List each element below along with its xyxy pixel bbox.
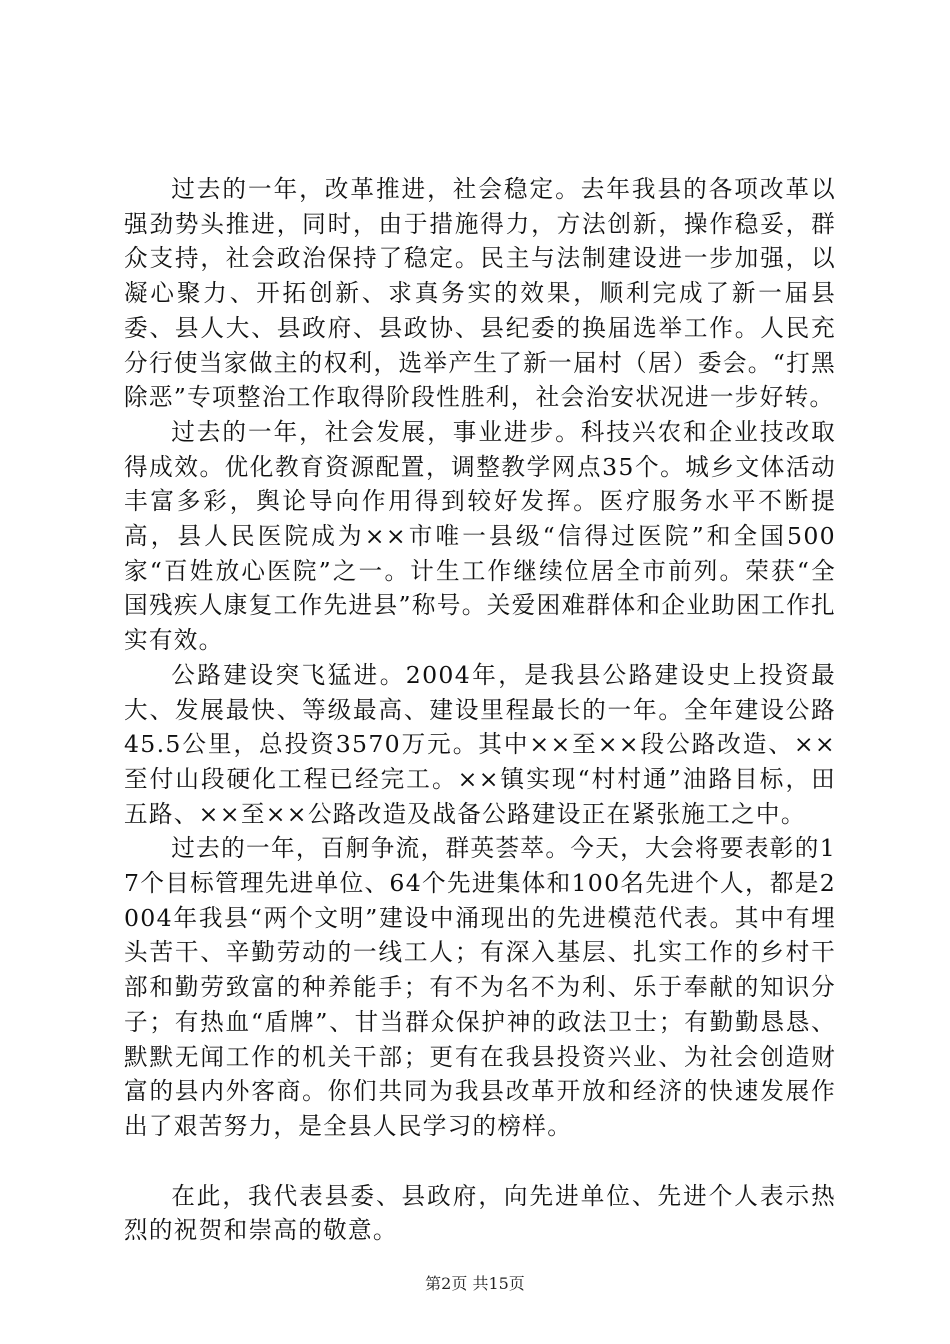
document-body <box>124 172 836 1248</box>
paragraph-social-development: 过去的一年，社会发展，事业进步。科技兴农和企业技改取得成效。优化教育资源配置，调整教学网点35个。城乡文体活动丰富多彩，舆论导向作用得到较好发挥。医疗服务水平不断提高，县人民医院成为××市唯一县级“信得过医院”和全国500家“百姓放心医院”之一。计生工作继续位居全市前列。荣获“全国残疾人康复工作先进县”称号。关爱困难群体和企业助困工作扎实有效。 <box>124 417 836 655</box>
paragraph-road-construction: 公路建设突飞猛进。2004年，是我县公路建设史上投资最大、发展最快、等级最高、建设里程最长的一年。全年建设公路45.5公里，总投资3570万元。其中××至××段公路改造、××至付山段硬化工程已经完工。××镇实现“村村通”油路目标，田五路、××至××公路改造及战备公路建设正在紧张施工之中。 <box>124 660 836 828</box>
paragraph-reform-stability: 过去的一年，改革推进，社会稳定。去年我县的各项改革以强劲势头推进，同时，由于措施得力，方法创新，操作稳妥，群众支持，社会政治保持了稳定。民主与法制建设进一步加强，以凝心聚力、开拓创新、求真务实的效果，顺利完成了新一届县委、县人大、县政府、县政协、县纪委的换届选举工作。人民充分行使当家做主的权利，选举产生了新一届村（居）委会。“打黑除恶”专项整治工作取得阶段性胜利，社会治安状况进一步好转。 <box>124 175 836 412</box>
page-number-footer: 第2页 共15页 <box>425 1274 525 1293</box>
paragraph-advanced-models: 过去的一年，百舸争流，群英荟萃。今天，大会将要表彰的17个目标管理先进单位、64个先进集体和100名先进个人，都是2004年我县“两个文明”建设中涌现出的先进模范代表。其中有埋头苦干、辛勤劳动的一线工人；有深入基层、扎实工作的乡村干部和勤劳致富的种养能手；有不为名不为利、乐于奉献的知识分子；有热血“盾牌”、甘当群众保护神的政法卫士；有勤勤恳恳、默默无闻工作的机关干部；更有在我县投资兴业、为社会创造财富的县内外客商。你们共同为我县改革开放和经济的快速发展作出了艰苦努力，是全县人民学习的榜样。 <box>124 834 836 1140</box>
paragraph-congratulations: 在此，我代表县委、县政府，向先进单位、先进个人表示热烈的祝贺和崇高的敬意。 <box>124 1181 836 1245</box>
